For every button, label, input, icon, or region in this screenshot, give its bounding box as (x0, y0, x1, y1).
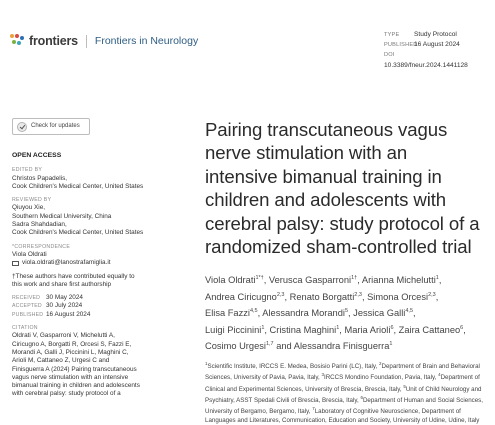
article-main (205, 118, 490, 425)
affiliation-text: Clinical and Experimental Sciences, University of Brescia, Brescia, Italy, (205, 385, 404, 393)
citation-line: Arioli M, Cattaneo Z, Urgesi C and (12, 357, 110, 365)
superscript-marker: 2 (379, 360, 382, 366)
affiliation-text: Languages and Literatures, Communication, Education and Society, University of Udine, Udine, Italy (205, 416, 480, 424)
meta-key: PUBLISHED (384, 42, 418, 49)
note-line: †These authors have contributed equally to (12, 272, 135, 280)
affiliation-text: Sciences, University of Pavia, Pavia, Italy, (205, 374, 322, 382)
superscript-marker: 1 (261, 324, 265, 331)
superscript-marker: 4,5 (405, 308, 414, 315)
superscript-marker: 5 (344, 308, 349, 315)
superscript-marker: 7 (312, 406, 315, 412)
author-name: , Cristina Maghini (264, 325, 337, 336)
correspondence-name: Viola Oldrati (12, 250, 47, 258)
author-name: , (438, 275, 442, 286)
date-key: PUBLISHED (12, 311, 44, 318)
article-dates (12, 294, 182, 319)
superscript-marker: 1,7 (265, 341, 274, 348)
author-name: , (463, 325, 466, 336)
journal-name[interactable]: Frontiers in Neurology (94, 35, 199, 47)
superscript-marker: 2,3 (428, 291, 436, 298)
reviewer-affiliation: Cook Children's Medical Center, United States (12, 229, 144, 237)
superscript-marker: 5 (403, 383, 406, 389)
author-name: and Alessandra Finisguerra (273, 341, 390, 352)
check-updates-label: Check for updates (31, 123, 80, 130)
logo-divider (86, 35, 87, 48)
title-line: nerve stimulation with an (205, 142, 408, 164)
affiliation-text: Department of Brain and Behavioral (381, 363, 480, 370)
citation-line: Morandi A, Galli J, Piccinini L, Maghini C, (12, 348, 129, 356)
citation-line: with cerebral palsy: study protocol of a (12, 390, 121, 398)
author-line (205, 337, 490, 354)
date-key: ACCEPTED (12, 303, 42, 310)
author-name: Elisa Fazzi (205, 308, 250, 319)
meta-key: DOI (384, 52, 395, 59)
title-line: intensive bimanual training in (205, 165, 442, 187)
superscript-marker: 3 (321, 372, 324, 378)
title-line: cerebral palsy: study protocol of a (205, 212, 480, 234)
citation-line: Ciricugno A, Borgatti R, Orcesi S, Fazzi E, (12, 340, 132, 348)
affiliation-text: Scientific Institute, IRCCS E. Medea, Bosisio Parini (LC), Italy, (207, 363, 379, 370)
article-header (0, 0, 495, 80)
affiliation-line (205, 383, 490, 394)
affiliation-line (205, 405, 490, 416)
citation-line: vagus nerve stimulation with an intensive (12, 373, 129, 381)
author-name: , (435, 292, 439, 303)
brand-name: frontiers (29, 34, 78, 48)
author-line (205, 304, 490, 321)
superscript-marker: 6 (460, 324, 464, 331)
superscript-marker: 1 (389, 341, 393, 348)
reviewer-name: Qiuyou Xie, (12, 204, 46, 212)
citation-label: CITATION (12, 325, 38, 332)
meta-value: 16 August 2024 (414, 41, 460, 49)
date-value: 30 July 2024 (46, 302, 83, 310)
author-line (205, 321, 490, 338)
author-name: Cosimo Urgesi (205, 341, 266, 352)
affiliation-text: Unit of Child Neurology and (405, 385, 482, 393)
affiliation-text: Department of Human and Social Sciences, (362, 397, 483, 405)
frontiers-logo[interactable] (10, 34, 198, 48)
affiliation-text: University of Bergamo, Bergamo, Italy, (205, 408, 313, 416)
superscript-marker: 1*† (255, 275, 264, 282)
date-value: 16 August 2024 (46, 310, 91, 318)
article-sidebar (12, 118, 182, 399)
author-name: , Simona Orcesi (361, 292, 429, 303)
meta-row-doi[interactable] (384, 50, 495, 69)
meta-key: TYPE (384, 32, 400, 38)
affiliation-line (205, 371, 490, 382)
superscript-marker: 2,3 (354, 291, 362, 298)
date-key: RECEIVED (12, 295, 41, 302)
meta-value: Study Protocol (414, 31, 457, 38)
author-name: , Arianna Michelutti (357, 275, 436, 286)
superscript-marker: 2,3 (276, 291, 285, 298)
correspondence-label: *CORRESPONDENCE (12, 243, 71, 250)
affiliation-text: Laboratory of Cognitive Neuroscience, Department of (314, 408, 461, 416)
author-line (205, 271, 490, 288)
superscript-marker: 4 (438, 372, 441, 378)
author-name: , Verusca Gasparroni (263, 275, 352, 286)
author-name: , Jessica Galli (348, 308, 406, 319)
superscript-marker: 1† (351, 275, 358, 282)
author-name: Viola Oldrati (205, 275, 256, 286)
affiliation-text: IRCCS Mondino Foundation, Pavia, Italy, (323, 374, 439, 382)
edited-by-label: EDITED BY (12, 167, 43, 174)
author-name: Andrea Ciricugno (205, 292, 277, 303)
article-meta (384, 30, 495, 70)
date-value: 30 May 2024 (46, 294, 83, 302)
affiliation-list (205, 360, 490, 425)
author-name: , Zaira Cattaneo (393, 325, 461, 336)
affiliation-text: Department of (440, 374, 480, 382)
author-name: , Alessandra Morandi (257, 308, 345, 319)
citation-line: bimanual training in children and adolescents (12, 382, 140, 390)
superscript-marker: 4,5 (249, 308, 258, 315)
open-access-label: OPEN ACCESS (12, 152, 62, 159)
meta-row-published (384, 40, 495, 50)
superscript-marker: 6 (360, 395, 363, 401)
citation-line: Oldrati V, Gasparroni V, Michelutti A, (12, 332, 115, 340)
affiliation-text: Psychiatry, ASST Spedali Civili of Brescia, Brescia, Italy, (205, 397, 361, 405)
affiliation-line (205, 417, 490, 425)
author-name: , Maria Arioli (339, 325, 391, 336)
article-title (205, 118, 490, 258)
correspondence-email-row[interactable] (12, 259, 182, 267)
superscript-marker: 1 (336, 324, 340, 331)
author-name: Luigi Piccinini (205, 325, 262, 336)
citation-line: Finisguerra A (2024) Pairing transcutaneous (12, 365, 137, 373)
citation-text (12, 332, 182, 398)
author-list (205, 271, 490, 354)
superscript-marker: 1 (435, 275, 439, 282)
author-name: , (413, 308, 416, 319)
affiliation-line (205, 360, 490, 371)
title-line: children and adolescents with (205, 189, 447, 211)
author-name: , Renato Borgatti (284, 292, 355, 303)
reviewed-by-label: REVIEWED BY (12, 197, 52, 204)
editor-name: Christos Papadelis, (12, 174, 68, 182)
frontiers-logo-icon (10, 34, 26, 48)
check-updates-icon (17, 122, 27, 132)
doi-link[interactable]: 10.3389/fneur.2024.1441128 (384, 61, 468, 69)
title-line: Pairing transcutaneous vagus (205, 119, 448, 140)
affiliation-line (205, 394, 490, 405)
email-icon (12, 261, 19, 266)
superscript-marker: 6 (390, 324, 394, 331)
title-line: randomized sham-controlled trial (205, 236, 472, 258)
meta-row-type (384, 30, 495, 40)
equal-contribution-note (12, 273, 182, 290)
editor-affiliation: Cook Children's Medical Center, United States (12, 182, 144, 190)
check-for-updates-button[interactable] (12, 118, 90, 135)
reviewer-name: Sadra Shahdadian, (12, 221, 67, 229)
note-line: this work and share first authorship (12, 280, 112, 288)
author-line (205, 288, 490, 305)
reviewer-affiliation: Southern Medical University, China (12, 212, 112, 220)
superscript-marker: 1 (205, 360, 208, 366)
correspondence-email[interactable]: viola.oldrati@lanostrafamiglia.it (22, 259, 111, 267)
